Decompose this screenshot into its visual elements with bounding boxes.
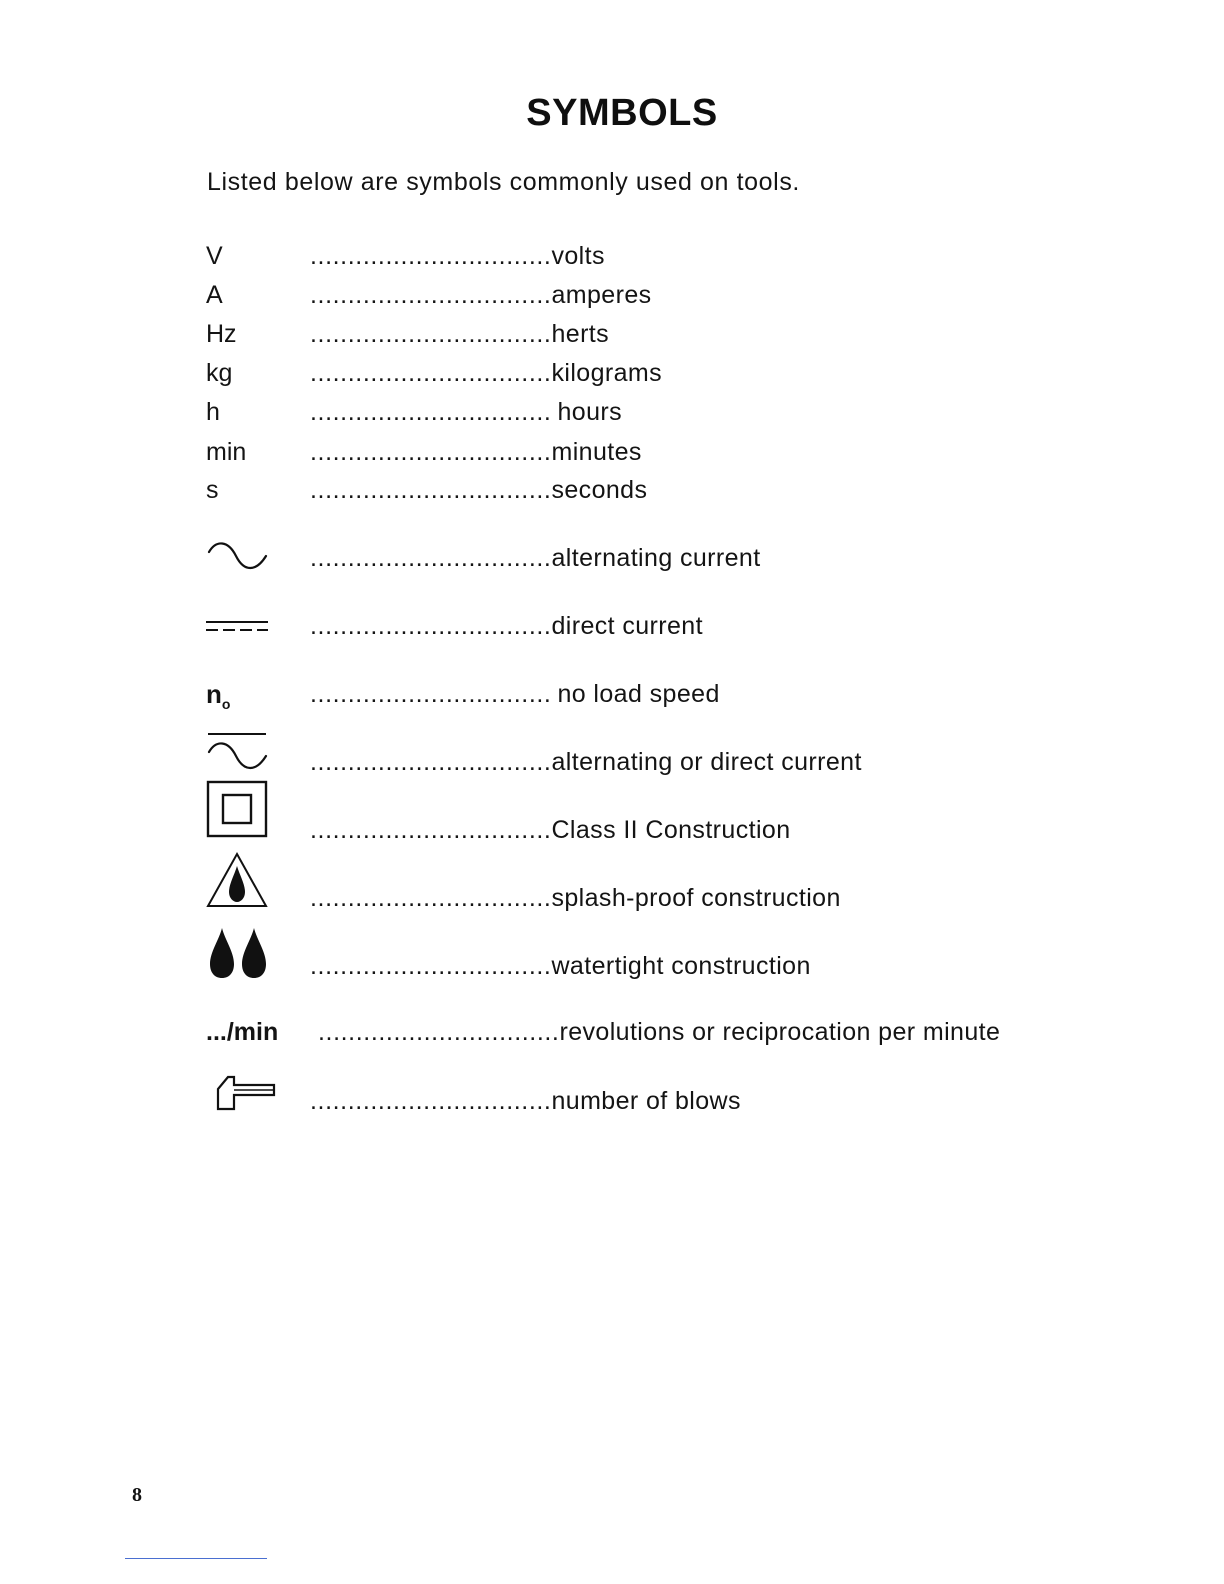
symbol-meaning: splash-proof construction [551,884,841,912]
dot-leader: ................................ [310,281,552,309]
symbol-row-alternating-current [0,542,1224,582]
symbol-row-herts [0,318,1224,358]
symbol-text: A [206,281,223,309]
direct-current-icon [204,614,270,638]
symbol-row-no-load-speed [0,678,1224,718]
symbol-meaning: no load speed [557,680,720,708]
symbol-text: s [206,476,219,504]
symbol-row-per-minute [0,1016,1224,1056]
symbol-meaning: minutes [551,438,642,466]
symbol-meaning: kilograms [551,359,663,387]
symbol-row-seconds [0,474,1224,514]
class-ii-double-square-icon [204,778,270,842]
symbol-row-class-ii [0,814,1224,854]
dot-leader: ................................ [310,320,552,348]
symbol-meaning: revolutions or reciprocation per minute [559,1018,1001,1046]
dot-leader: ................................ [310,884,552,912]
symbol-row-ac-or-dc [0,746,1224,786]
symbol-text: .../min [206,1018,279,1046]
intro-text: Listed below are symbols commonly used on tools. [207,168,800,196]
dot-leader: ................................ [310,952,552,980]
symbol-meaning: number of blows [551,1087,741,1115]
symbol-meaning: alternating or direct current [551,748,862,776]
dot-leader: ................................ [310,359,552,387]
dot-leader: ................................ [310,438,552,466]
symbol-text: Hz [206,320,237,348]
dot-leader: ................................ [310,680,552,708]
no-load-speed-symbol: $n_o$ [206,679,231,713]
symbol-text: h [206,398,220,426]
symbol-row-number-of-blows [0,1085,1224,1125]
hammer-blow-icon [212,1071,280,1113]
symbol-row-minutes [0,436,1224,476]
symbol-meaning: herts [551,320,610,348]
symbol-meaning: amperes [551,281,652,309]
symbol-text: min [206,438,247,466]
symbol-text: kg [206,359,233,387]
symbol-row-splash-proof [0,882,1224,922]
dot-leader: ................................ [310,1087,552,1115]
bottom-rule-divider [125,1558,267,1559]
symbol-meaning: alternating current [551,544,761,572]
dot-leader: ................................ [310,748,552,776]
symbol-row-watertight [0,950,1224,990]
symbol-row-direct-current [0,610,1224,650]
symbol-meaning: seconds [551,476,648,504]
symbol-meaning: Class II Construction [551,816,791,844]
page-number: 8 [132,1484,142,1506]
dot-leader: ................................ [318,1018,560,1046]
dot-leader: ................................ [310,476,552,504]
symbol-meaning: direct current [551,612,703,640]
dot-leader: ................................ [310,816,552,844]
symbol-row-volts [0,240,1224,280]
symbol-row-hours [0,396,1224,436]
symbol-meaning: volts [551,242,605,270]
symbol-text: V [206,242,223,270]
dot-leader: ................................ [310,544,552,572]
dot-leader: ................................ [310,242,552,270]
symbol-meaning: hours [557,398,623,426]
dot-leader: ................................ [310,612,552,640]
page-title: SYMBOLS [526,92,718,134]
dot-leader: ................................ [310,398,552,426]
symbol-row-amperes [0,279,1224,319]
symbol-meaning: watertight construction [551,952,811,980]
alternating-current-icon [204,542,270,574]
symbol-row-kilograms [0,357,1224,397]
ac-dc-icon [204,730,270,778]
watertight-double-drop-icon [204,926,274,982]
splash-proof-triangle-drop-icon [204,850,270,910]
